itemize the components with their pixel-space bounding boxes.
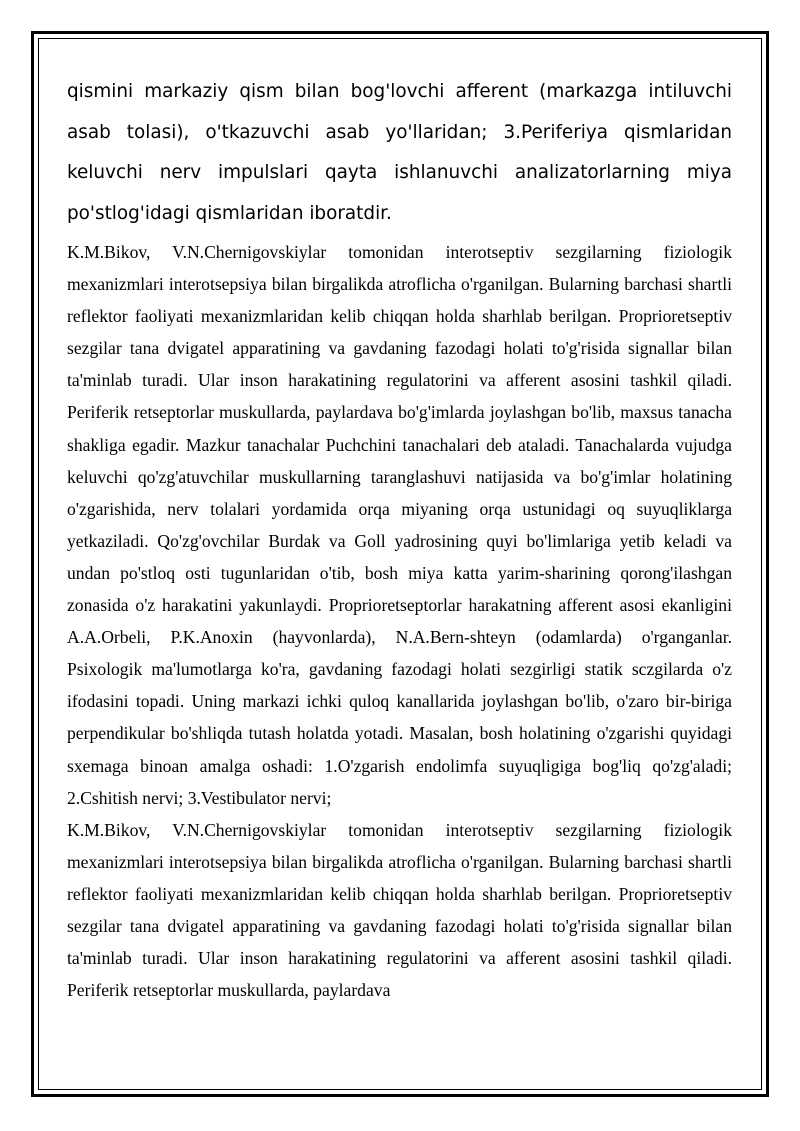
document-body — [67, 72, 732, 1006]
paragraph-1: qismini markaziy qism bilan bog'lovchi afferent (markazga intiluvchi asab tolasi), o'tkazuvchi asab yo'llaridan; 3.Periferiya qismlaridan keluvchi nerv impulslari qayta ishlanuvchi analizatorlarning miya po'stlog'idagi qismlaridan iboratdir. — [67, 81, 732, 224]
paragraph-2: K.M.Bikov, V.N.Chernigovskiylar tomonidan interotseptiv sezgilarning fiziologik mexanizmlari interotsepsiya bilan birgalikda atroflicha o'rganilgan. Bularning barchasi shartli reflektor faoliyati mexanizmlaridan kelib chiqqan holda sharhlab berilgan. Proprioretseptiv sezgilar tana dvigatel apparatining va gavdaning fazodagi holati to'g'risida signallar bilan ta'minlab turadi. Ular inson harakatining regulatorini va afferent asosini tashkil qiladi. Periferik retseptorlar muskullarda, paylardava bo'g'imlarda joylashgan bo'lib, maxsus tanacha shakliga egadir. Mazkur tanachalar Puchchini tanachalari deb ataladi. Tanachalarda vujudga keluvchi qo'zg'atuvchilar muskullarning taranglashuvi natijasida va bo'g'imlar holatining o'zgarishida, nerv tolalari yordamida orqa miyaning orqa ustunidagi oq suyuqliklarga yetkaziladi. Qo'zg'ovchilar Burdak va Goll yadrosining quyi bo'limlariga yetib keladi va undan po'stloq osti tugunlaridan o'tib, bosh miya katta yarim-sharining qorong'ilashgan zonasida o'z harakatini yakunlaydi. Proprioretseptorlar harakatning afferent asosi ekanligini A.A.Orbeli, P.K.Anoxin (hayvonlarda), N.A.Bern-shteyn (odamlarda) o'rganganlar. Psixologik ma'lumotlarga ko'ra, gavdaning fazodagi holati sezgirligi statik sczgilarda o'z ifodasini topadi. Uning markazi ichki quloq kanallarida joylashgan bo'lib, o'zaro bir-biriga perpendikular bo'shliqda tutash holatda yotadi. Masalan, bosh holatining o'zgarishi quyidagi sxemaga binoan amalga oshadi: 1.O'zgarish endolimfa suyuqligiga bog'liq qo'zg'aladi; 2.Cshitish nervi; 3.Vestibulator nervi; — [67, 242, 732, 808]
paragraph-3: K.M.Bikov, V.N.Chernigovskiylar tomonidan interotseptiv sezgilarning fiziologik mexanizmlari interotsepsiya bilan birgalikda atroflicha o'rganilgan. Bularning barchasi shartli reflektor faoliyati mexanizmlaridan kelib chiqqan holda sharhlab berilgan. Proprioretseptiv sezgilar tana dvigatel apparatining va gavdaning fazodagi holati to'g'risida signallar bilan ta'minlab turadi. Ular inson harakatining regulatorini va afferent asosini tashkil qiladi. Periferik retseptorlar muskullarda, paylardava — [67, 819, 732, 1001]
